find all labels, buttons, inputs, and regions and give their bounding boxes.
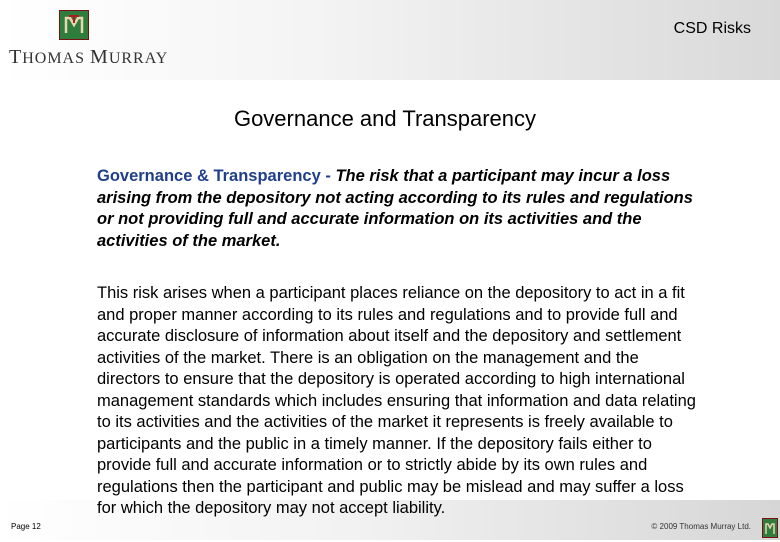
copyright-notice: © 2009 Thomas Murray Ltd.	[651, 522, 751, 531]
page-number: Page 12	[11, 522, 41, 531]
slide-title: Governance and Transparency	[233, 106, 537, 131]
header-title: CSD Risks	[673, 20, 751, 37]
body-paragraph: This risk arises when a participant places reliance on the depository to act in a fit and proper manner according to its rules and regulations and to provide full and accurate disclosure of information about itself and the depository and settlement activities of the market. There is an obligation on the management and the directors to ensure that the depository is operated according to high international management standards which includes ensuring that information and data relating to its activities and the activities of the market it represents is freely available to participants and the public in a timely manner. If the depository fails either to provide full and accurate information or to strictly abide by its own rules and regulations then the participant and public may be mislead and may suffer a loss for which the depository may not accept liability.	[97, 284, 696, 517]
risk-definition	[97, 166, 697, 252]
logo-wordmark: THOMAS MURRAY	[9, 46, 169, 68]
footer-logo-icon	[762, 518, 778, 538]
definition-text: The risk that a participant may incur a loss arising from the depository not acting according to its rules and regulations or not providing full and accurate information on its activities and the activities of the market.	[97, 167, 693, 250]
thomas-murray-logo-icon	[59, 10, 89, 40]
definition-term: Governance & Transparency -	[97, 167, 331, 185]
